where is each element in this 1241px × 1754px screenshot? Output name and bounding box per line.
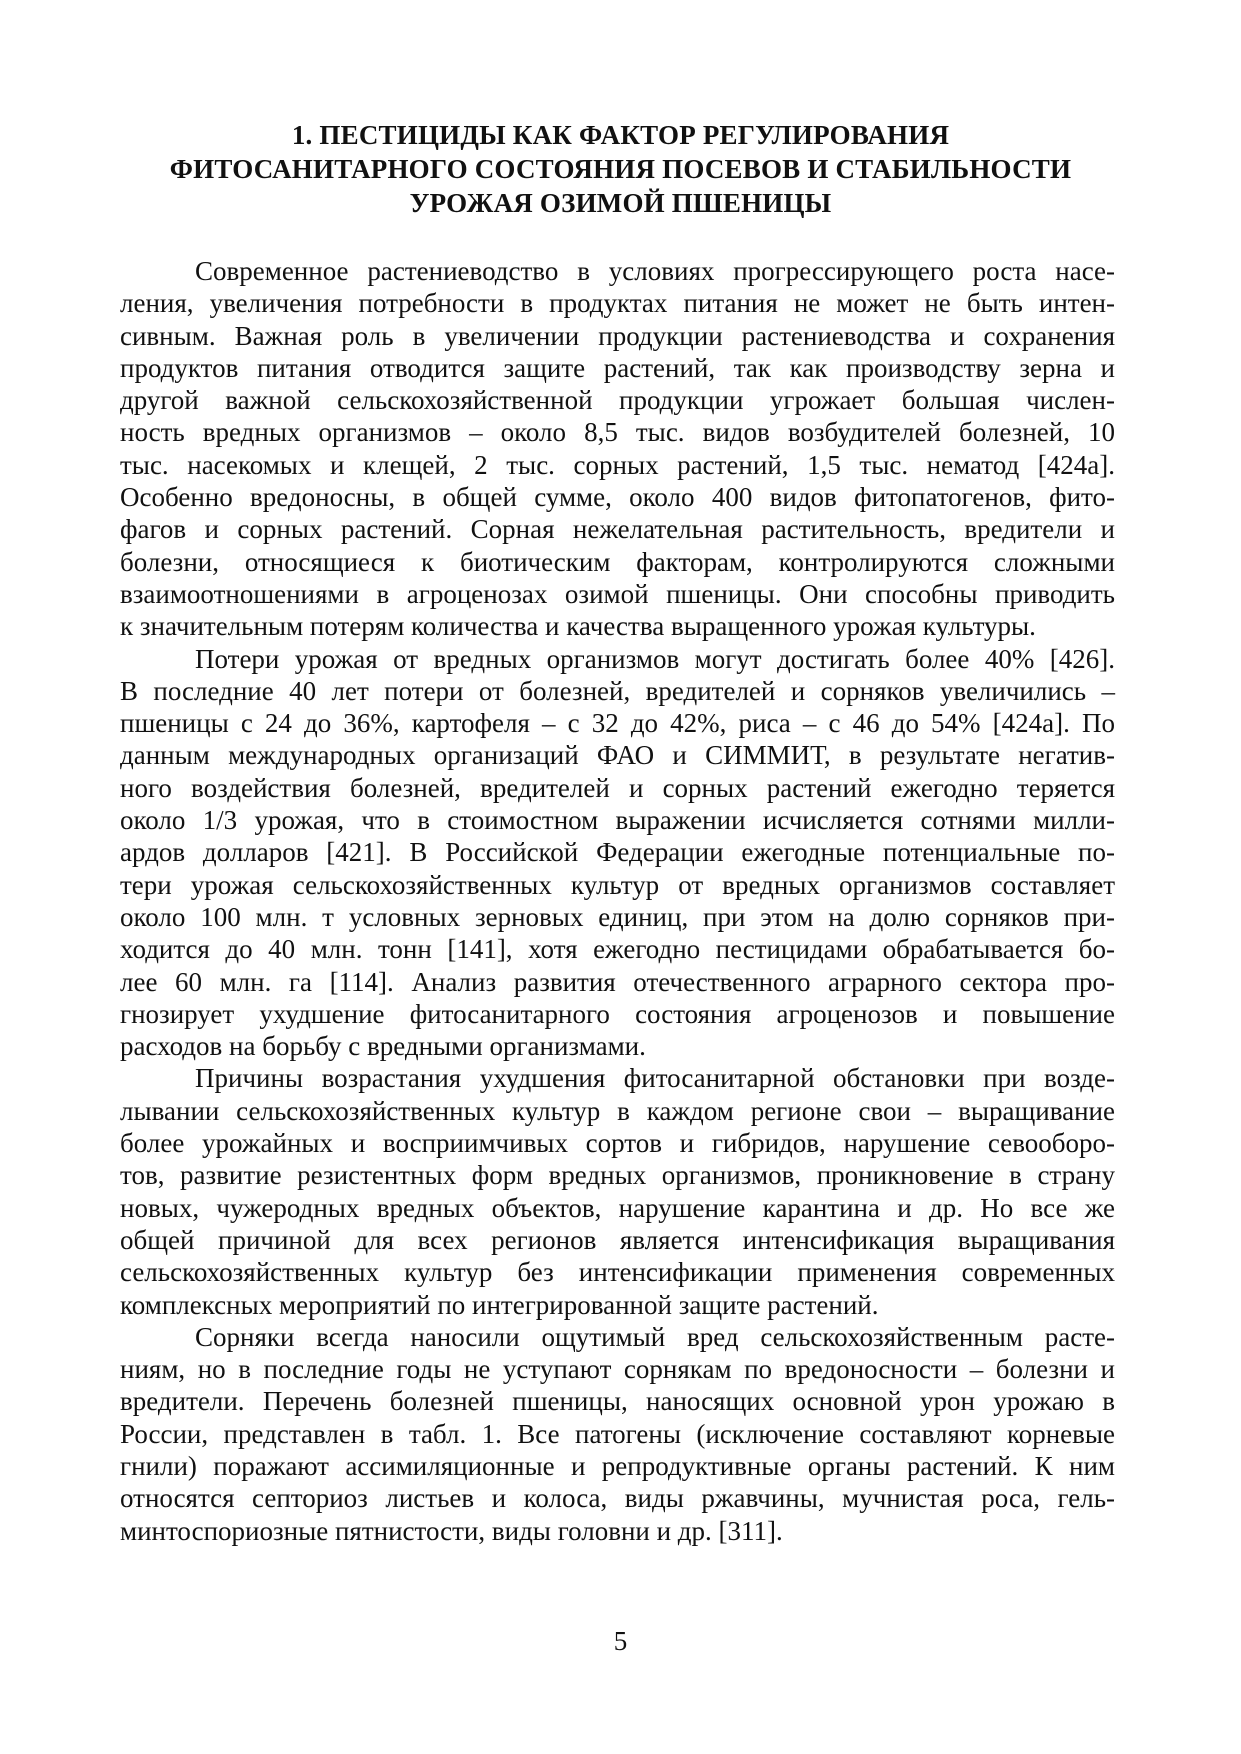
text-line: ниям, но в последние годы не уступают сорнякам по вредоносности – болезни и: [120, 1354, 1115, 1385]
title-line: 1. ПЕСТИЦИДЫ КАК ФАКТОР РЕГУЛИРОВАНИЯ: [291, 120, 950, 150]
text-line: ления, увеличения потребности в продуктах питания не может не быть интен-: [120, 288, 1115, 319]
text-line: В последние 40 лет потери от болезней, вредителей и сорняков увеличились –: [120, 675, 1115, 706]
text-line: данным международных организаций ФАО и СИММИТ, в результате негатив-: [120, 740, 1115, 771]
text-line: ность вредных организмов – около 8,5 тыс. видов возбудителей болезней, 10: [120, 417, 1115, 448]
text-line: тыс. насекомых и клещей, 2 тыс. сорных растений, 1,5 тыс. нематод [424а].: [120, 449, 1115, 480]
text-line: гнозирует ухудшение фитосанитарного состояния агроценозов и повышение: [120, 998, 1115, 1029]
text-line: более урожайных и восприимчивых сортов и гибридов, нарушение севооборо-: [120, 1128, 1115, 1159]
text-line: продуктов питания отводится защите растений, так как производству зерна и: [120, 352, 1115, 383]
text-line: комплексных мероприятий по интегрированной защите растений.: [120, 1289, 879, 1320]
text-line: России, представлен в табл. 1. Все патогены (исключение составляют корневые: [120, 1418, 1115, 1449]
text-line: пшеницы с 24 до 36%, картофеля – с 32 до 42%, риса – с 46 до 54% [424а]. По: [120, 708, 1115, 739]
text-line: к значительным потерям количества и качества выращенного урожая культуры.: [120, 611, 1036, 642]
title-line: ФИТОСАНИТАРНОГО СОСТОЯНИЯ ПОСЕВОВ И СТАБИЛЬНОСТИ: [169, 154, 1072, 184]
text-line: около 1/3 урожая, что в стоимостном выражении исчисляется сотнями милли-: [120, 805, 1115, 836]
section-title: [100, 118, 1141, 220]
text-line: общей причиной для всех регионов является интенсификация выращивания: [120, 1224, 1115, 1255]
text-line: тери урожая сельскохозяйственных культур от вредных организмов составляет: [120, 869, 1115, 900]
text-line: Современное растениеводство в условиях прогрессирующего роста насе-: [195, 256, 1115, 286]
text-line: Особенно вредоносны, в общей сумме, около 400 видов фитопатогенов, фито-: [120, 482, 1115, 513]
text-line: минтоспориозные пятнистости, виды головни и др. [311].: [120, 1515, 783, 1546]
text-line: расходов на борьбу с вредными организмами.: [120, 1031, 646, 1062]
text-line: относятся септориоз листьев и колоса, виды ржавчины, мучнистая роса, гель-: [120, 1483, 1115, 1514]
text-line: взаимоотношениями в агроценозах озимой пшеницы. Они способны приводить: [120, 578, 1115, 609]
text-line: Потери урожая от вредных организмов могут достигать более 40% [426].: [195, 643, 1115, 674]
body-text: [120, 255, 1115, 1547]
paragraph: [120, 643, 1115, 1063]
text-line: другой важной сельскохозяйственной продукции угрожает большая числен-: [120, 385, 1115, 416]
title-line: УРОЖАЯ ОЗИМОЙ ПШЕНИЦЫ: [409, 188, 832, 218]
text-line: лее 60 млн. га [114]. Анализ развития отечественного аграрного сектора про-: [120, 966, 1115, 997]
text-line: Сорняки всегда наносили ощутимый вред сельскохозяйственным расте-: [195, 1321, 1115, 1352]
text-line: лывании сельскохозяйственных культур в каждом регионе свои – выращивание: [120, 1095, 1115, 1126]
text-line: гнили) поражают ассимиляционные и репродуктивные органы растений. К ним: [120, 1450, 1115, 1481]
text-line: фагов и сорных растений. Сорная нежелательная растительность, вредители и: [120, 514, 1115, 545]
paragraph: [120, 1321, 1115, 1547]
text-line: сельскохозяйственных культур без интенсификации применения современных: [120, 1257, 1115, 1288]
paragraph: [120, 255, 1115, 643]
text-line: Причины возрастания ухудшения фитосанитарной обстановки при возде-: [195, 1063, 1115, 1094]
page-number: 5: [613, 1626, 628, 1656]
text-line: вредители. Перечень болезней пшеницы, наносящих основной урон урожаю в: [120, 1386, 1115, 1417]
text-line: тов, развитие резистентных форм вредных организмов, проникновение в страну: [120, 1160, 1115, 1191]
paragraph: [120, 1062, 1115, 1320]
text-line: около 100 млн. т условных зерновых единиц, при этом на долю сорняков при-: [120, 901, 1115, 932]
text-line: болезни, относящиеся к биотическим факторам, контролируются сложными: [120, 546, 1115, 577]
text-line: ардов долларов [421]. В Российской Федерации ежегодные потенциальные по-: [120, 837, 1115, 868]
text-line: ного воздействия болезней, вредителей и сорных растений ежегодно теряется: [120, 772, 1115, 803]
text-line: ходится до 40 млн. тонн [141], хотя ежегодно пестицидами обрабатывается бо-: [120, 934, 1115, 965]
text-line: сивным. Важная роль в увеличении продукции растениеводства и сохранения: [120, 320, 1115, 351]
text-line: новых, чужеродных вредных объектов, нарушение карантина и др. Но все же: [120, 1192, 1115, 1223]
